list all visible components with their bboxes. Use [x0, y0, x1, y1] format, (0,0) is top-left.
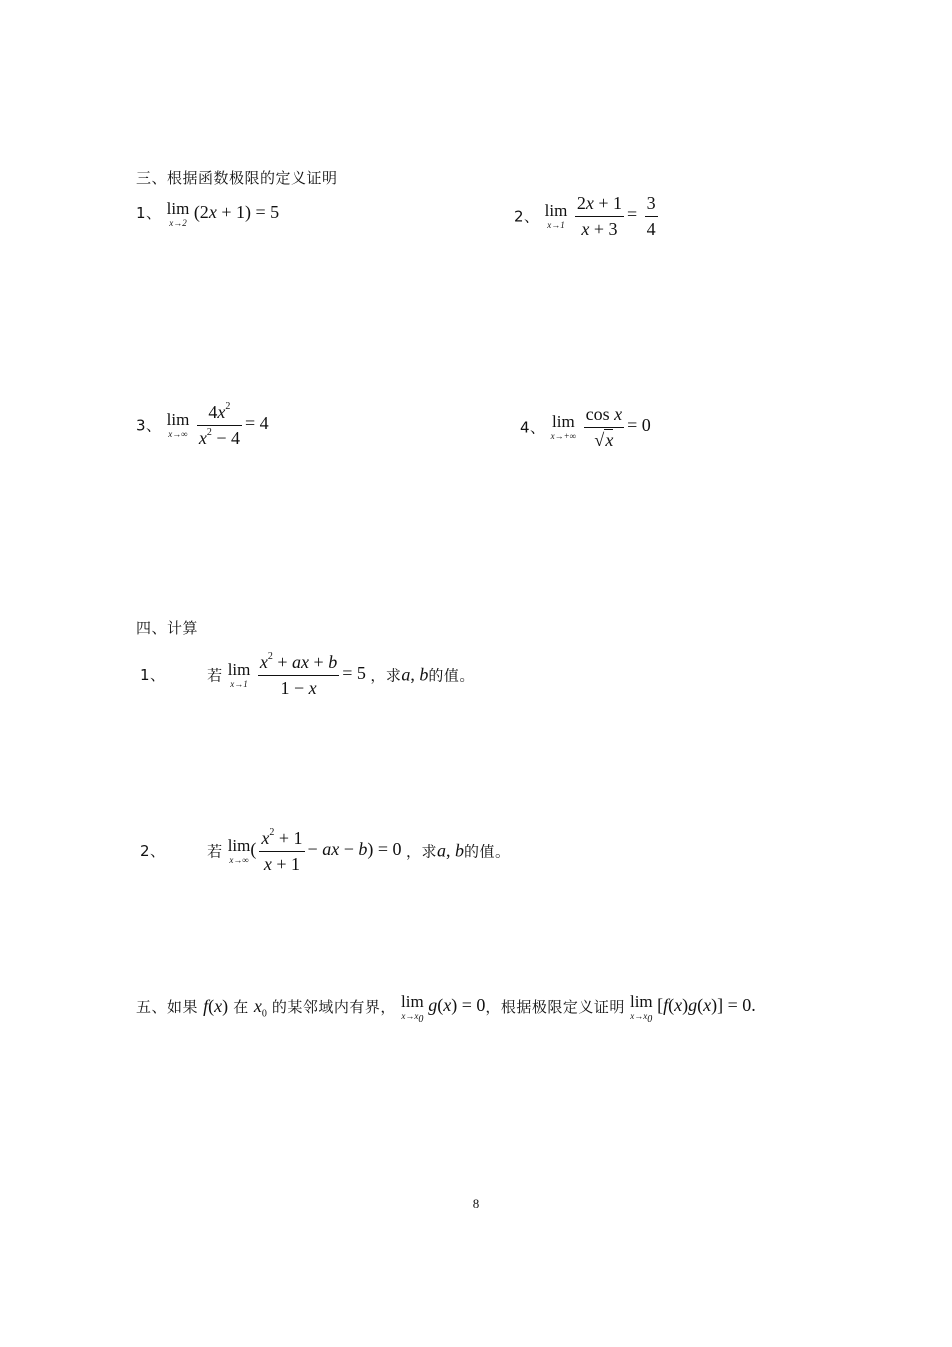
value-text: 的值。	[428, 666, 475, 685]
formula: lim x→∞ ( $\frac{x^2 + 1}{x + 1}$ − ax − b) = 0	[227, 827, 406, 874]
section-5-prefix: 五、如果	[136, 998, 199, 1017]
formula-fg: lim $x\to x_0$ [f(x)g(x)] = 0.	[629, 992, 756, 1025]
variables: a	[401, 664, 411, 685]
problem-number: 4、	[520, 418, 546, 437]
formula: lim x→1 $\frac{2x + 1}{x + 3}$ = $\frac{3}{4}$	[544, 193, 656, 239]
problem-3-2	[514, 193, 661, 239]
problem-number: 1、	[136, 204, 162, 223]
formula-g: lim $x\to x_0$ g(x) = 0	[401, 992, 486, 1025]
problem-number: 2、	[514, 207, 540, 226]
if-word: 若	[207, 842, 223, 861]
if-word: 若	[207, 666, 223, 685]
section-4-heading: 四、计算	[136, 619, 199, 637]
section-5: 五、如果 f(x) 在 $x_0$ 的某邻域内有界， lim $x\to x_0$ g(x) = 0，根据极限定义证明 lim $x\to x_0$ [f(x)g(x)] = 0.	[136, 992, 756, 1025]
formula: lim x→+∞ $\frac{\text{cos x}}{√x}$ = 0	[550, 404, 651, 450]
find-text: ，求	[370, 666, 402, 685]
page-number: 8	[472, 1196, 480, 1211]
section-3-heading: 三、根据函数极限的定义证明	[136, 169, 338, 187]
prove-text: ，根据极限定义证明	[485, 998, 625, 1017]
value-text: 的值。	[464, 842, 511, 861]
find-text: ，求	[406, 842, 438, 861]
problem-4-1: 1、 若 lim x→1 $\frac{x^2 + ax + b}{1 - x}$ = 5 ，求a, b的值。	[140, 651, 475, 698]
in-text: 在	[233, 998, 249, 1017]
problem-number: 3、	[136, 416, 162, 435]
problem-number: 1、	[140, 666, 166, 685]
problem-3-3	[136, 402, 269, 448]
problem-3-4	[520, 404, 651, 450]
problem-4-2: 2、 若 lim x→∞ ( $\frac{x^2 + 1}{x + 1}$ − ax − b) = 0 ，求a, b的值。	[140, 827, 511, 874]
bounded-text: 的某邻域内有界，	[271, 998, 396, 1017]
problem-number: 2、	[140, 842, 166, 861]
formula: lim x→2 (2x + 1) = 5	[166, 199, 280, 228]
formula: lim x→1 $\frac{x^2 + ax + b}{1 - x}$ = 5	[227, 651, 371, 698]
problem-3-1	[136, 200, 279, 228]
formula: lim x→∞ $\frac{4x^2}{x^2 - 4}$ = 4	[166, 401, 269, 448]
